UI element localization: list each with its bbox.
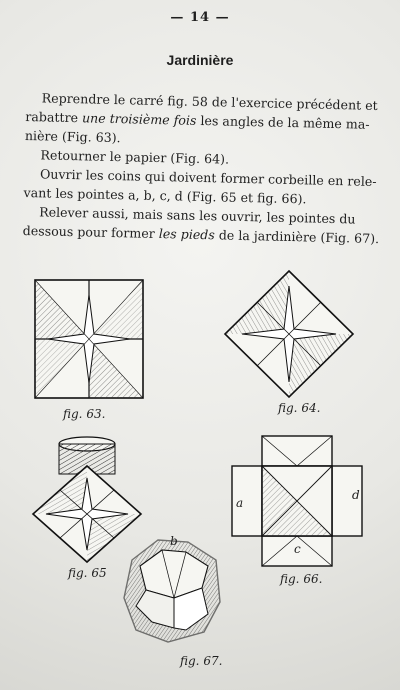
p4-line1: Relever aussi, mais sans les ouvrir, les pointes du — [39, 204, 356, 227]
page-title: Jardinière — [166, 52, 234, 68]
page-number: — 14 — — [170, 10, 230, 25]
p4-line2b: de la jardinière (Fig. 67). — [214, 227, 380, 247]
p1-line2a: rabattre — [25, 108, 83, 126]
figure-67 — [118, 532, 228, 668]
p3-line2: vant les pointes a, b, c, d (Fig. 65 et fig. 66). — [23, 184, 307, 207]
label-b: b — [170, 534, 178, 548]
caption-fig-67: fig. 67. — [180, 654, 223, 668]
label-a: a — [236, 496, 244, 510]
figure-66 — [228, 432, 366, 586]
figure-63 — [30, 275, 148, 421]
figure-64-drawing — [222, 268, 356, 400]
p1-line2b: les angles de la même ma- — [196, 112, 370, 132]
figure-64 — [222, 268, 356, 415]
caption-fig-64: fig. 64. — [278, 401, 321, 415]
p3-line1: Ouvrir les coins qui doivent former corbeille en rele- — [39, 166, 377, 189]
label-d: d — [352, 488, 360, 502]
paragraph-4 — [23, 202, 384, 248]
caption-fig-65: fig. 65 — [68, 566, 107, 580]
figure-67-drawing — [118, 532, 228, 648]
paragraph-2: Retourner le papier (Fig. 64). — [40, 147, 230, 167]
figure-63-drawing — [30, 275, 148, 403]
p1-emphasis: une troisième fois — [81, 110, 197, 128]
instructions-text — [23, 88, 386, 248]
paragraph-1 — [25, 88, 386, 153]
p4-line2a: dessous pour former — [22, 222, 159, 242]
caption-fig-66: fig. 66. — [280, 572, 323, 586]
p4-emphasis: les pieds — [158, 226, 215, 243]
p1-line1: Reprendre le carré fig. 58 de l'exercice précédent et — [41, 90, 378, 113]
caption-fig-63: fig. 63. — [63, 407, 106, 421]
p1-line3: nière (Fig. 63). — [24, 127, 121, 146]
label-c: c — [294, 542, 301, 556]
